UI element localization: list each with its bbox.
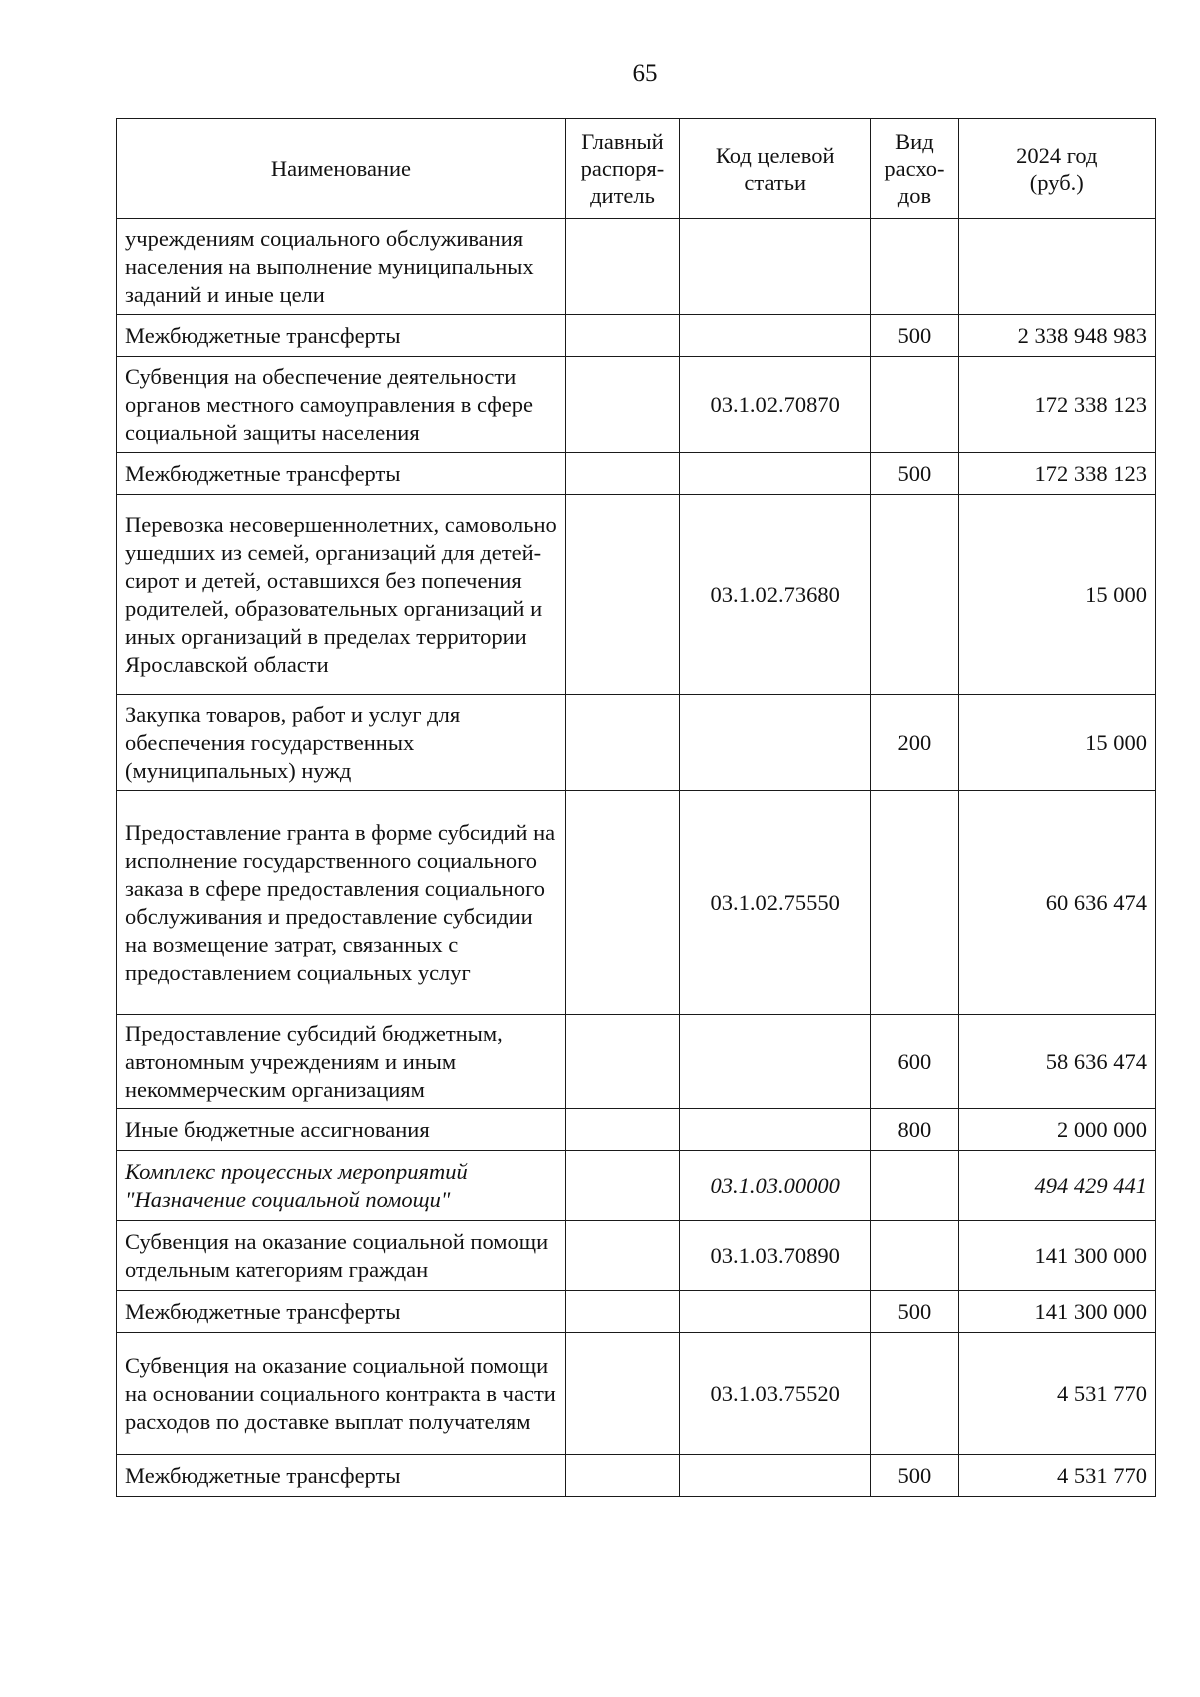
table-row [117, 791, 1156, 1015]
header-target-code: Код целевой статьи [680, 119, 871, 219]
cell-expense-type [871, 357, 958, 453]
cell-amount: 172 338 123 [958, 357, 1155, 453]
cell-amount: 494 429 441 [958, 1151, 1155, 1221]
cell-expense-type [871, 1221, 958, 1291]
cell-target-code [680, 1291, 871, 1333]
cell-target-code: 03.1.03.75520 [680, 1333, 871, 1455]
cell-name: Предоставление субсидий бюджетным, автономным учреждениям и иным некоммерческим организациям [117, 1015, 566, 1109]
cell-name: Субвенция на оказание социальной помощи на основании социального контракта в части расходов по доставке выплат получателям [117, 1333, 566, 1455]
cell-target-code [680, 315, 871, 357]
cell-name: Межбюджетные трансферты [117, 315, 566, 357]
header-main-manager: Главный распоря- дитель [565, 119, 679, 219]
cell-name: Межбюджетные трансферты [117, 453, 566, 495]
cell-name: Комплекс процессных мероприятий "Назначение социальной помощи" [117, 1151, 566, 1221]
cell-main-manager [565, 1221, 679, 1291]
cell-target-code [680, 453, 871, 495]
cell-target-code: 03.1.02.70870 [680, 357, 871, 453]
table-row [117, 357, 1156, 453]
cell-amount: 58 636 474 [958, 1015, 1155, 1109]
cell-target-code [680, 1015, 871, 1109]
cell-amount: 172 338 123 [958, 453, 1155, 495]
cell-main-manager [565, 1455, 679, 1497]
cell-amount: 60 636 474 [958, 791, 1155, 1015]
table-row [117, 219, 1156, 315]
budget-table [116, 118, 1156, 1497]
cell-expense-type: 500 [871, 315, 958, 357]
table-row [117, 1151, 1156, 1221]
cell-target-code [680, 1109, 871, 1151]
cell-amount: 141 300 000 [958, 1291, 1155, 1333]
cell-name: Межбюджетные трансферты [117, 1455, 566, 1497]
cell-name: Межбюджетные трансферты [117, 1291, 566, 1333]
table-body [117, 219, 1156, 1497]
cell-expense-type [871, 219, 958, 315]
table-row [117, 1333, 1156, 1455]
cell-amount: 141 300 000 [958, 1221, 1155, 1291]
cell-target-code [680, 219, 871, 315]
cell-expense-type: 500 [871, 453, 958, 495]
table-row [117, 495, 1156, 695]
cell-amount: 4 531 770 [958, 1455, 1155, 1497]
header-name: Наименование [117, 119, 566, 219]
cell-expense-type: 500 [871, 1291, 958, 1333]
cell-expense-type: 200 [871, 695, 958, 791]
cell-target-code: 03.1.03.00000 [680, 1151, 871, 1221]
table-row [117, 315, 1156, 357]
cell-expense-type [871, 791, 958, 1015]
cell-main-manager [565, 1333, 679, 1455]
cell-expense-type: 500 [871, 1455, 958, 1497]
cell-expense-type: 600 [871, 1015, 958, 1109]
header-amount: 2024 год (руб.) [958, 119, 1155, 219]
table-row [117, 1455, 1156, 1497]
cell-name: Субвенция на обеспечение деятельности органов местного самоуправления в сфере социальной защиты населения [117, 357, 566, 453]
cell-target-code [680, 1455, 871, 1497]
table-header-row [117, 119, 1156, 219]
cell-main-manager [565, 1291, 679, 1333]
cell-main-manager [565, 453, 679, 495]
cell-expense-type [871, 1333, 958, 1455]
table-row [117, 1015, 1156, 1109]
cell-amount: 4 531 770 [958, 1333, 1155, 1455]
cell-expense-type [871, 495, 958, 695]
cell-name: Иные бюджетные ассигнования [117, 1109, 566, 1151]
table-row [117, 453, 1156, 495]
header-expense-type: Вид расхо- дов [871, 119, 958, 219]
cell-main-manager [565, 315, 679, 357]
cell-main-manager [565, 695, 679, 791]
table-row [117, 1291, 1156, 1333]
cell-main-manager [565, 1151, 679, 1221]
table-row [117, 1221, 1156, 1291]
cell-name: Предоставление гранта в форме субсидий на исполнение государственного социального заказа в сфере предоставления социального обслуживания и предоставление субсидии на возмещение затрат, связанных с предоставлением социальных услуг [117, 791, 566, 1015]
cell-target-code: 03.1.03.70890 [680, 1221, 871, 1291]
cell-main-manager [565, 495, 679, 695]
cell-expense-type: 800 [871, 1109, 958, 1151]
cell-amount: 15 000 [958, 695, 1155, 791]
cell-amount: 2 000 000 [958, 1109, 1155, 1151]
cell-name: учреждениям социального обслуживания населения на выполнение муниципальных заданий и иные цели [117, 219, 566, 315]
table-row [117, 1109, 1156, 1151]
cell-main-manager [565, 1109, 679, 1151]
cell-name: Закупка товаров, работ и услуг для обеспечения государственных (муниципальных) нужд [117, 695, 566, 791]
cell-main-manager [565, 357, 679, 453]
page-number: 65 [632, 60, 658, 87]
table-row [117, 695, 1156, 791]
cell-name: Перевозка несовершеннолетних, самовольно ушедших из семей, организаций для детей-сирот и детей, оставшихся без попечения родителей, образовательных организаций и иных организаций в пределах территории Ярославской области [117, 495, 566, 695]
cell-name: Субвенция на оказание социальной помощи отдельным категориям граждан [117, 1221, 566, 1291]
cell-target-code [680, 695, 871, 791]
cell-main-manager [565, 1015, 679, 1109]
cell-amount: 2 338 948 983 [958, 315, 1155, 357]
cell-amount: 15 000 [958, 495, 1155, 695]
cell-main-manager [565, 219, 679, 315]
cell-expense-type [871, 1151, 958, 1221]
cell-target-code: 03.1.02.75550 [680, 791, 871, 1015]
cell-target-code: 03.1.02.73680 [680, 495, 871, 695]
cell-main-manager [565, 791, 679, 1015]
cell-amount [958, 219, 1155, 315]
